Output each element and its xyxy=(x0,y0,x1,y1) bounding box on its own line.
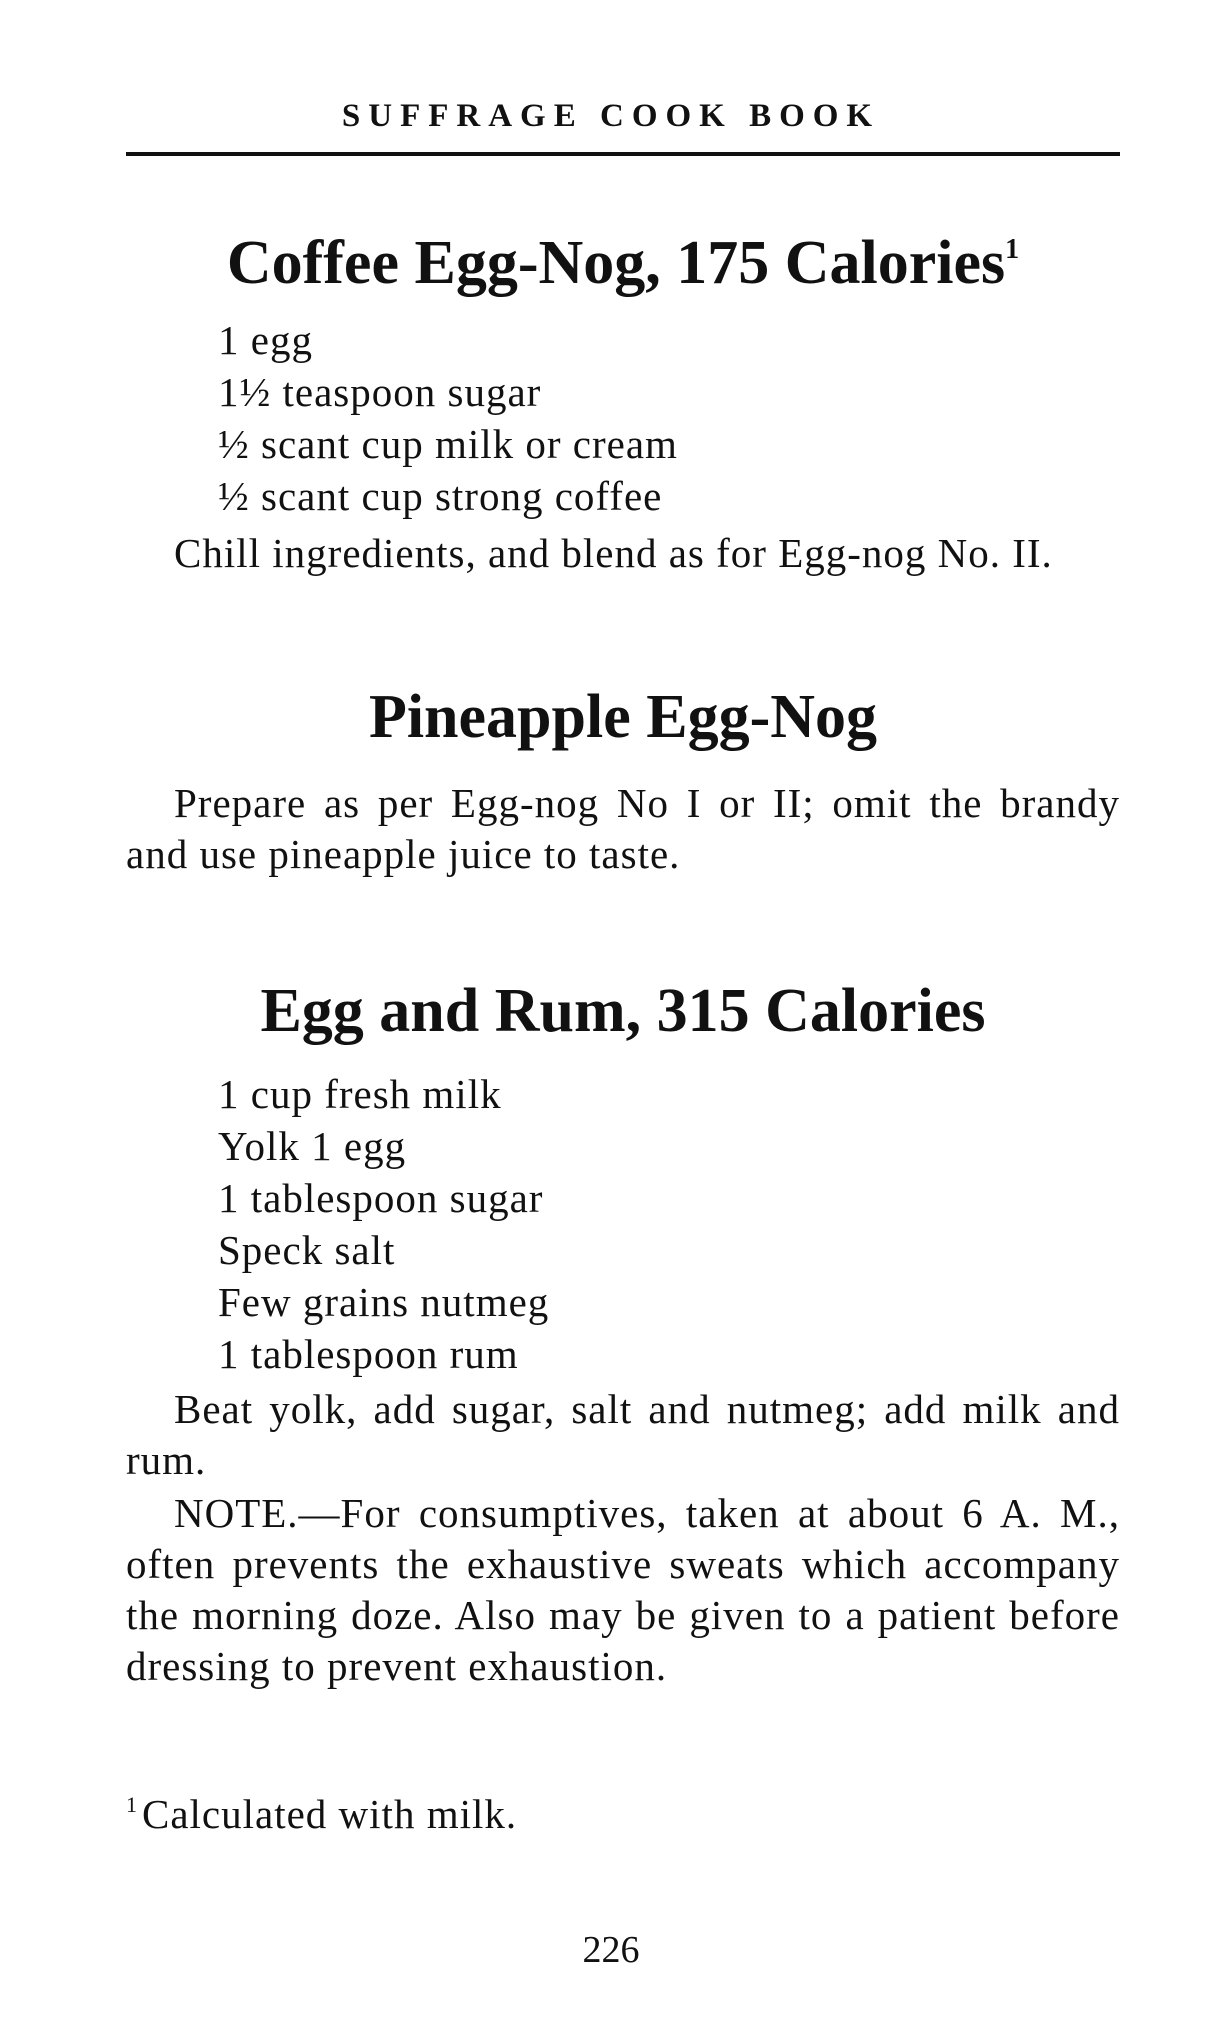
ingredient-line: 1 tablespoon sugar xyxy=(218,1175,544,1221)
recipe-directions: Beat yolk, add sugar, salt and nutmeg; add milk and rum. xyxy=(126,1386,1120,1483)
recipe-title-egg-and-rum: Egg and Rum, 315 Calories xyxy=(260,977,986,1045)
ingredient-line: ½ scant cup milk or cream xyxy=(218,421,678,467)
recipe-title-coffee-egg-nog xyxy=(126,229,1120,297)
running-title: SUFFRAGE COOK BOOK xyxy=(341,98,881,134)
ingredient-line: 1 tablespoon rum xyxy=(218,1331,519,1377)
recipe-note: NOTE.—For consumptives, taken at about 6 A. M., often prevents the exhaustive sweats which accompany the morning doze. Also may be given to a patient before dressing to prevent exhaustion. xyxy=(126,1490,1120,1689)
ingredient-line: ½ scant cup strong coffee xyxy=(218,473,663,519)
ingredient-line: 1 cup fresh milk xyxy=(218,1071,502,1117)
footnote xyxy=(126,1790,517,1838)
ingredient-line: Few grains nutmeg xyxy=(218,1279,550,1325)
recipe-directions: Prepare as per Egg-nog No I or II; omit the brandy and use pineapple juice to taste. xyxy=(126,780,1120,877)
recipe-title-pineapple-egg-nog: Pineapple Egg-Nog xyxy=(368,683,878,751)
ingredient-line: Yolk 1 egg xyxy=(218,1123,407,1169)
footnote-marker: 1 xyxy=(1005,234,1020,265)
header-rule xyxy=(126,152,1120,156)
ingredient-line: 1½ teaspoon sugar xyxy=(218,369,542,415)
recipe-title-text: Coffee Egg-Nog, 175 Calories xyxy=(226,229,1006,297)
page-number: 226 xyxy=(582,1929,640,1971)
ingredient-line: 1 egg xyxy=(218,317,313,363)
footnote-mark: 1 xyxy=(126,1792,138,1817)
recipe-directions: Chill ingredients, and blend as for Egg-nog No. II. xyxy=(174,530,1053,576)
ingredient-line: Speck salt xyxy=(218,1227,396,1273)
footnote-text: Calculated with milk. xyxy=(142,1791,518,1837)
